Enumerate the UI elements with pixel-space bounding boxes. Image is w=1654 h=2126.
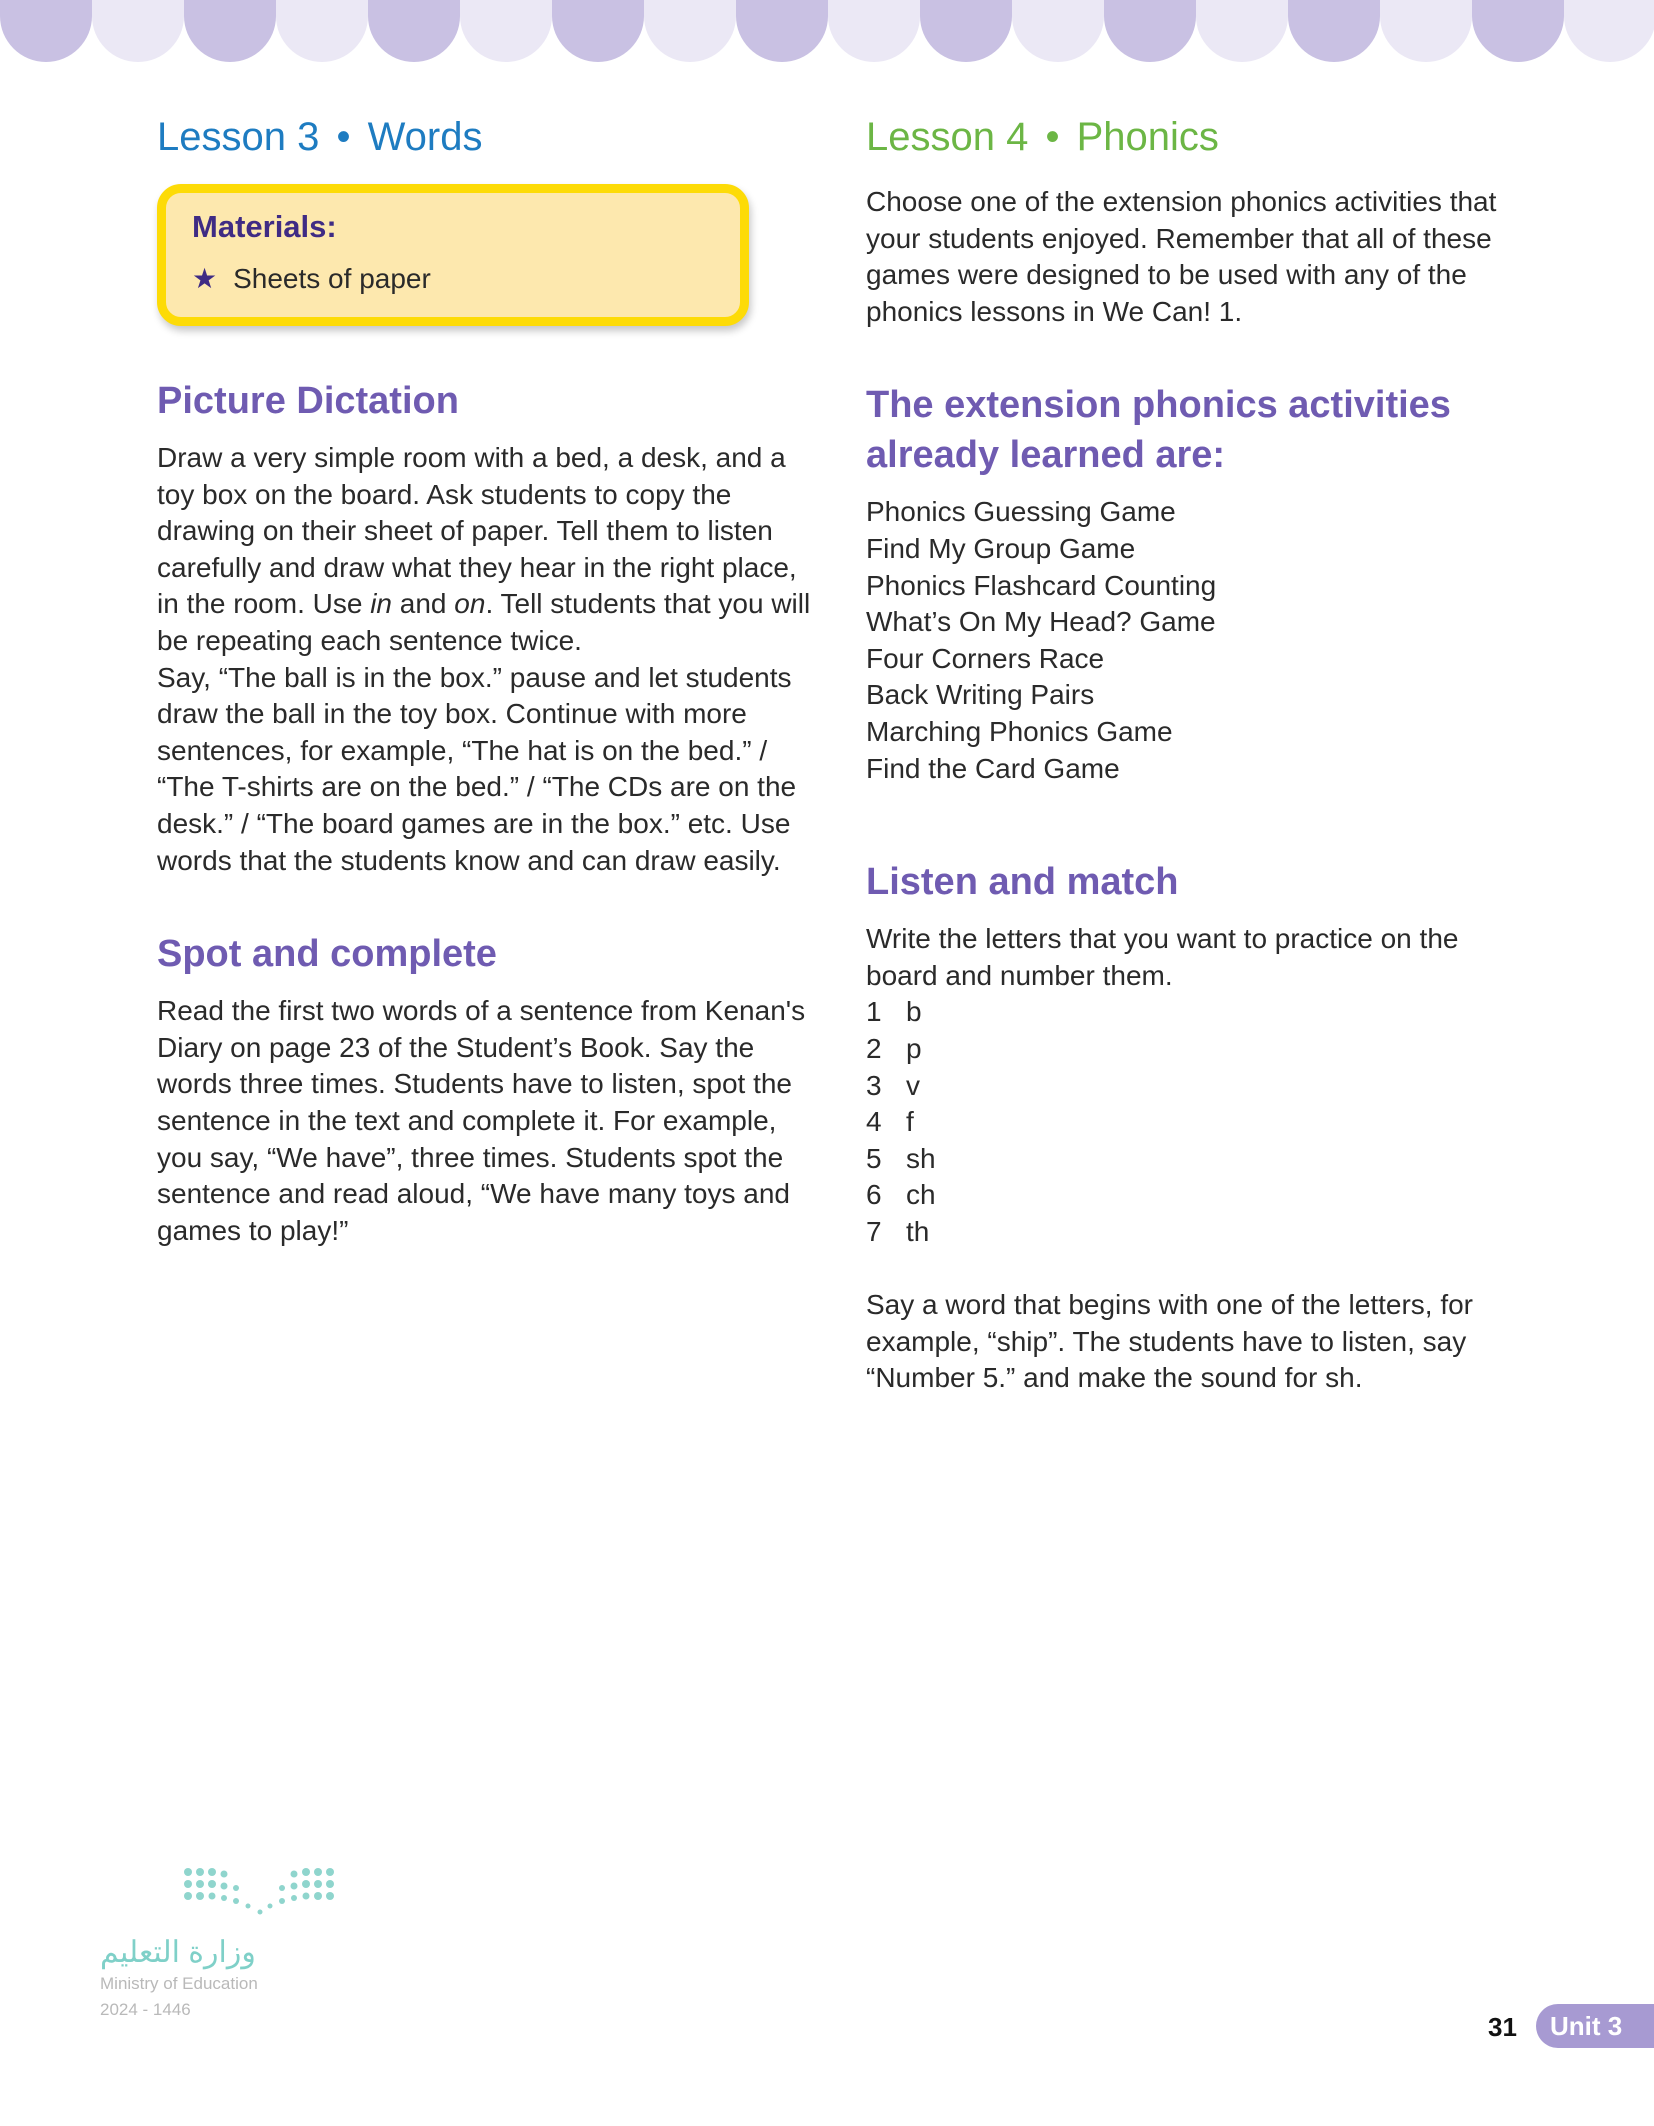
listen-match-intro: Write the letters that you want to practice on the board and number them.	[866, 923, 1459, 991]
letters-list	[866, 994, 1526, 1250]
activity-item: Phonics Guessing Game	[866, 496, 1176, 528]
letter-item	[866, 1104, 1526, 1141]
letter-item	[866, 1141, 1526, 1178]
scallop-shape	[1012, 0, 1104, 62]
picture-dictation-paragraph-1	[157, 440, 822, 660]
picture-dictation-section	[157, 376, 822, 879]
activity-item: Find the Card Game	[866, 752, 1120, 784]
lesson-label: Lesson 3	[157, 115, 320, 159]
lesson-label: Lesson 4	[866, 115, 1029, 159]
lesson-4-title	[866, 112, 1526, 162]
letter-value: th	[906, 1215, 930, 1247]
letter-number: 3	[866, 1069, 882, 1101]
listen-match-section	[866, 857, 1526, 1397]
activities-title: The extension phonics activities already learned are:	[866, 384, 1451, 477]
materials-item	[192, 259, 716, 299]
materials-box	[157, 184, 749, 326]
scallop-shape	[552, 0, 644, 62]
ministry-year: 2024 - 1446	[100, 2000, 191, 2019]
text-run: Draw a very simple room with a bed, a desk, and a toy box on the board. Ask students to copy the drawing on their sheet of paper. Tell them to listen carefully and draw what they hear in the right place, in the room. Use	[157, 442, 797, 620]
letter-number: 5	[866, 1142, 882, 1174]
activity-item: Four Corners Race	[866, 642, 1105, 674]
activity-item: Phonics Flashcard Counting	[866, 569, 1217, 601]
scallop-shape	[0, 0, 92, 62]
letter-value: ch	[906, 1179, 936, 1211]
letter-item	[866, 1177, 1526, 1214]
page-number: 31	[1488, 2012, 1517, 2042]
letter-value: v	[906, 1069, 920, 1101]
scallop-shape	[92, 0, 184, 62]
spot-complete-text: Read the first two words of a sentence from Kenan's Diary on page 23 of the Student’s Book. Say the words three times. Students have to listen, spot the sentence in the text and complete it. For example, you say, “We have”, three times. Students spot the sentence and read aloud, “We have many toys and games to play!”	[157, 995, 806, 1246]
materials-title: Materials:	[192, 209, 337, 244]
separator: •	[1045, 115, 1060, 159]
picture-dictation-paragraph-2: Say, “The ball is in the box.” pause and let students draw the ball in the toy box. Continue with more sentences, for example, “The hat is on the bed.” / “The T-shirts are on the bed.” / “The CDs are on the desk.” / “The board games are in the box.” etc. Use words that the students know and can draw easily.	[157, 661, 797, 876]
scallop-shape	[1196, 0, 1288, 62]
spot-complete-section	[157, 929, 822, 1249]
scallop-shape	[1288, 0, 1380, 62]
lesson-4-intro: Choose one of the extension phonics activities that your students enjoyed. Remember that all of these games were designed to be used with any of the phonics lessons in We Can! 1.	[866, 186, 1497, 327]
materials-item-label: Sheets of paper	[233, 263, 431, 294]
letter-value: f	[906, 1106, 914, 1138]
letter-item	[866, 1031, 1526, 1068]
letter-item	[866, 1214, 1526, 1251]
letter-number: 4	[866, 1106, 882, 1138]
letter-value: p	[906, 1032, 922, 1064]
spot-complete-title: Spot and complete	[157, 933, 497, 976]
lesson-topic: Words	[367, 115, 483, 159]
scallop-shape	[460, 0, 552, 62]
unit-tab: Unit 3	[1536, 2004, 1654, 2048]
star-icon: ★	[192, 263, 218, 294]
letter-item	[866, 1068, 1526, 1105]
scallop-shape	[920, 0, 1012, 62]
scallop-shape	[1380, 0, 1472, 62]
lesson-4-intro-section	[866, 184, 1526, 330]
listen-match-title: Listen and match	[866, 861, 1179, 904]
letter-value: sh	[906, 1142, 936, 1174]
italic-word-on: on	[454, 588, 486, 620]
scallop-shape	[644, 0, 736, 62]
letter-number: 1	[866, 996, 882, 1028]
left-column	[157, 112, 822, 1299]
letter-item	[866, 994, 1526, 1031]
letter-number: 2	[866, 1032, 882, 1064]
scallop-shape	[828, 0, 920, 62]
scallop-shape	[1472, 0, 1564, 62]
ministry-logo-icon	[100, 1862, 360, 1932]
activity-list	[866, 494, 1526, 787]
activity-item: Find My Group Game	[866, 532, 1136, 564]
lesson-3-title	[157, 112, 822, 162]
text-run: . Tell students that you will be repeating each sentence twice.	[157, 588, 811, 656]
letter-number: 7	[866, 1215, 882, 1247]
text-run: and	[392, 588, 455, 620]
letter-number: 6	[866, 1179, 882, 1211]
scallop-shape	[276, 0, 368, 62]
activities-section	[866, 380, 1526, 787]
ministry-name-arabic: وزارة التعليم	[100, 1936, 256, 1969]
activity-item: Marching Phonics Game	[866, 715, 1173, 747]
activity-item: What’s On My Head? Game	[866, 606, 1216, 638]
picture-dictation-title: Picture Dictation	[157, 380, 459, 422]
scallop-shape	[1564, 0, 1654, 62]
scallop-shape	[736, 0, 828, 62]
letter-value: b	[906, 996, 922, 1028]
scallop-border	[0, 0, 1654, 66]
scallop-shape	[368, 0, 460, 62]
listen-match-outro: Say a word that begins with one of the letters, for example, “ship”. The students have to listen, say “Number 5.” and make the sound for sh.	[866, 1289, 1474, 1394]
activity-item: Back Writing Pairs	[866, 679, 1095, 711]
italic-word-in: in	[370, 588, 392, 620]
scallop-shape	[184, 0, 276, 62]
separator: •	[336, 115, 351, 159]
lesson-topic: Phonics	[1076, 115, 1219, 159]
scallop-shape	[1104, 0, 1196, 62]
ministry-name-english: Ministry of Education	[100, 1974, 258, 1993]
right-column	[866, 112, 1526, 1447]
